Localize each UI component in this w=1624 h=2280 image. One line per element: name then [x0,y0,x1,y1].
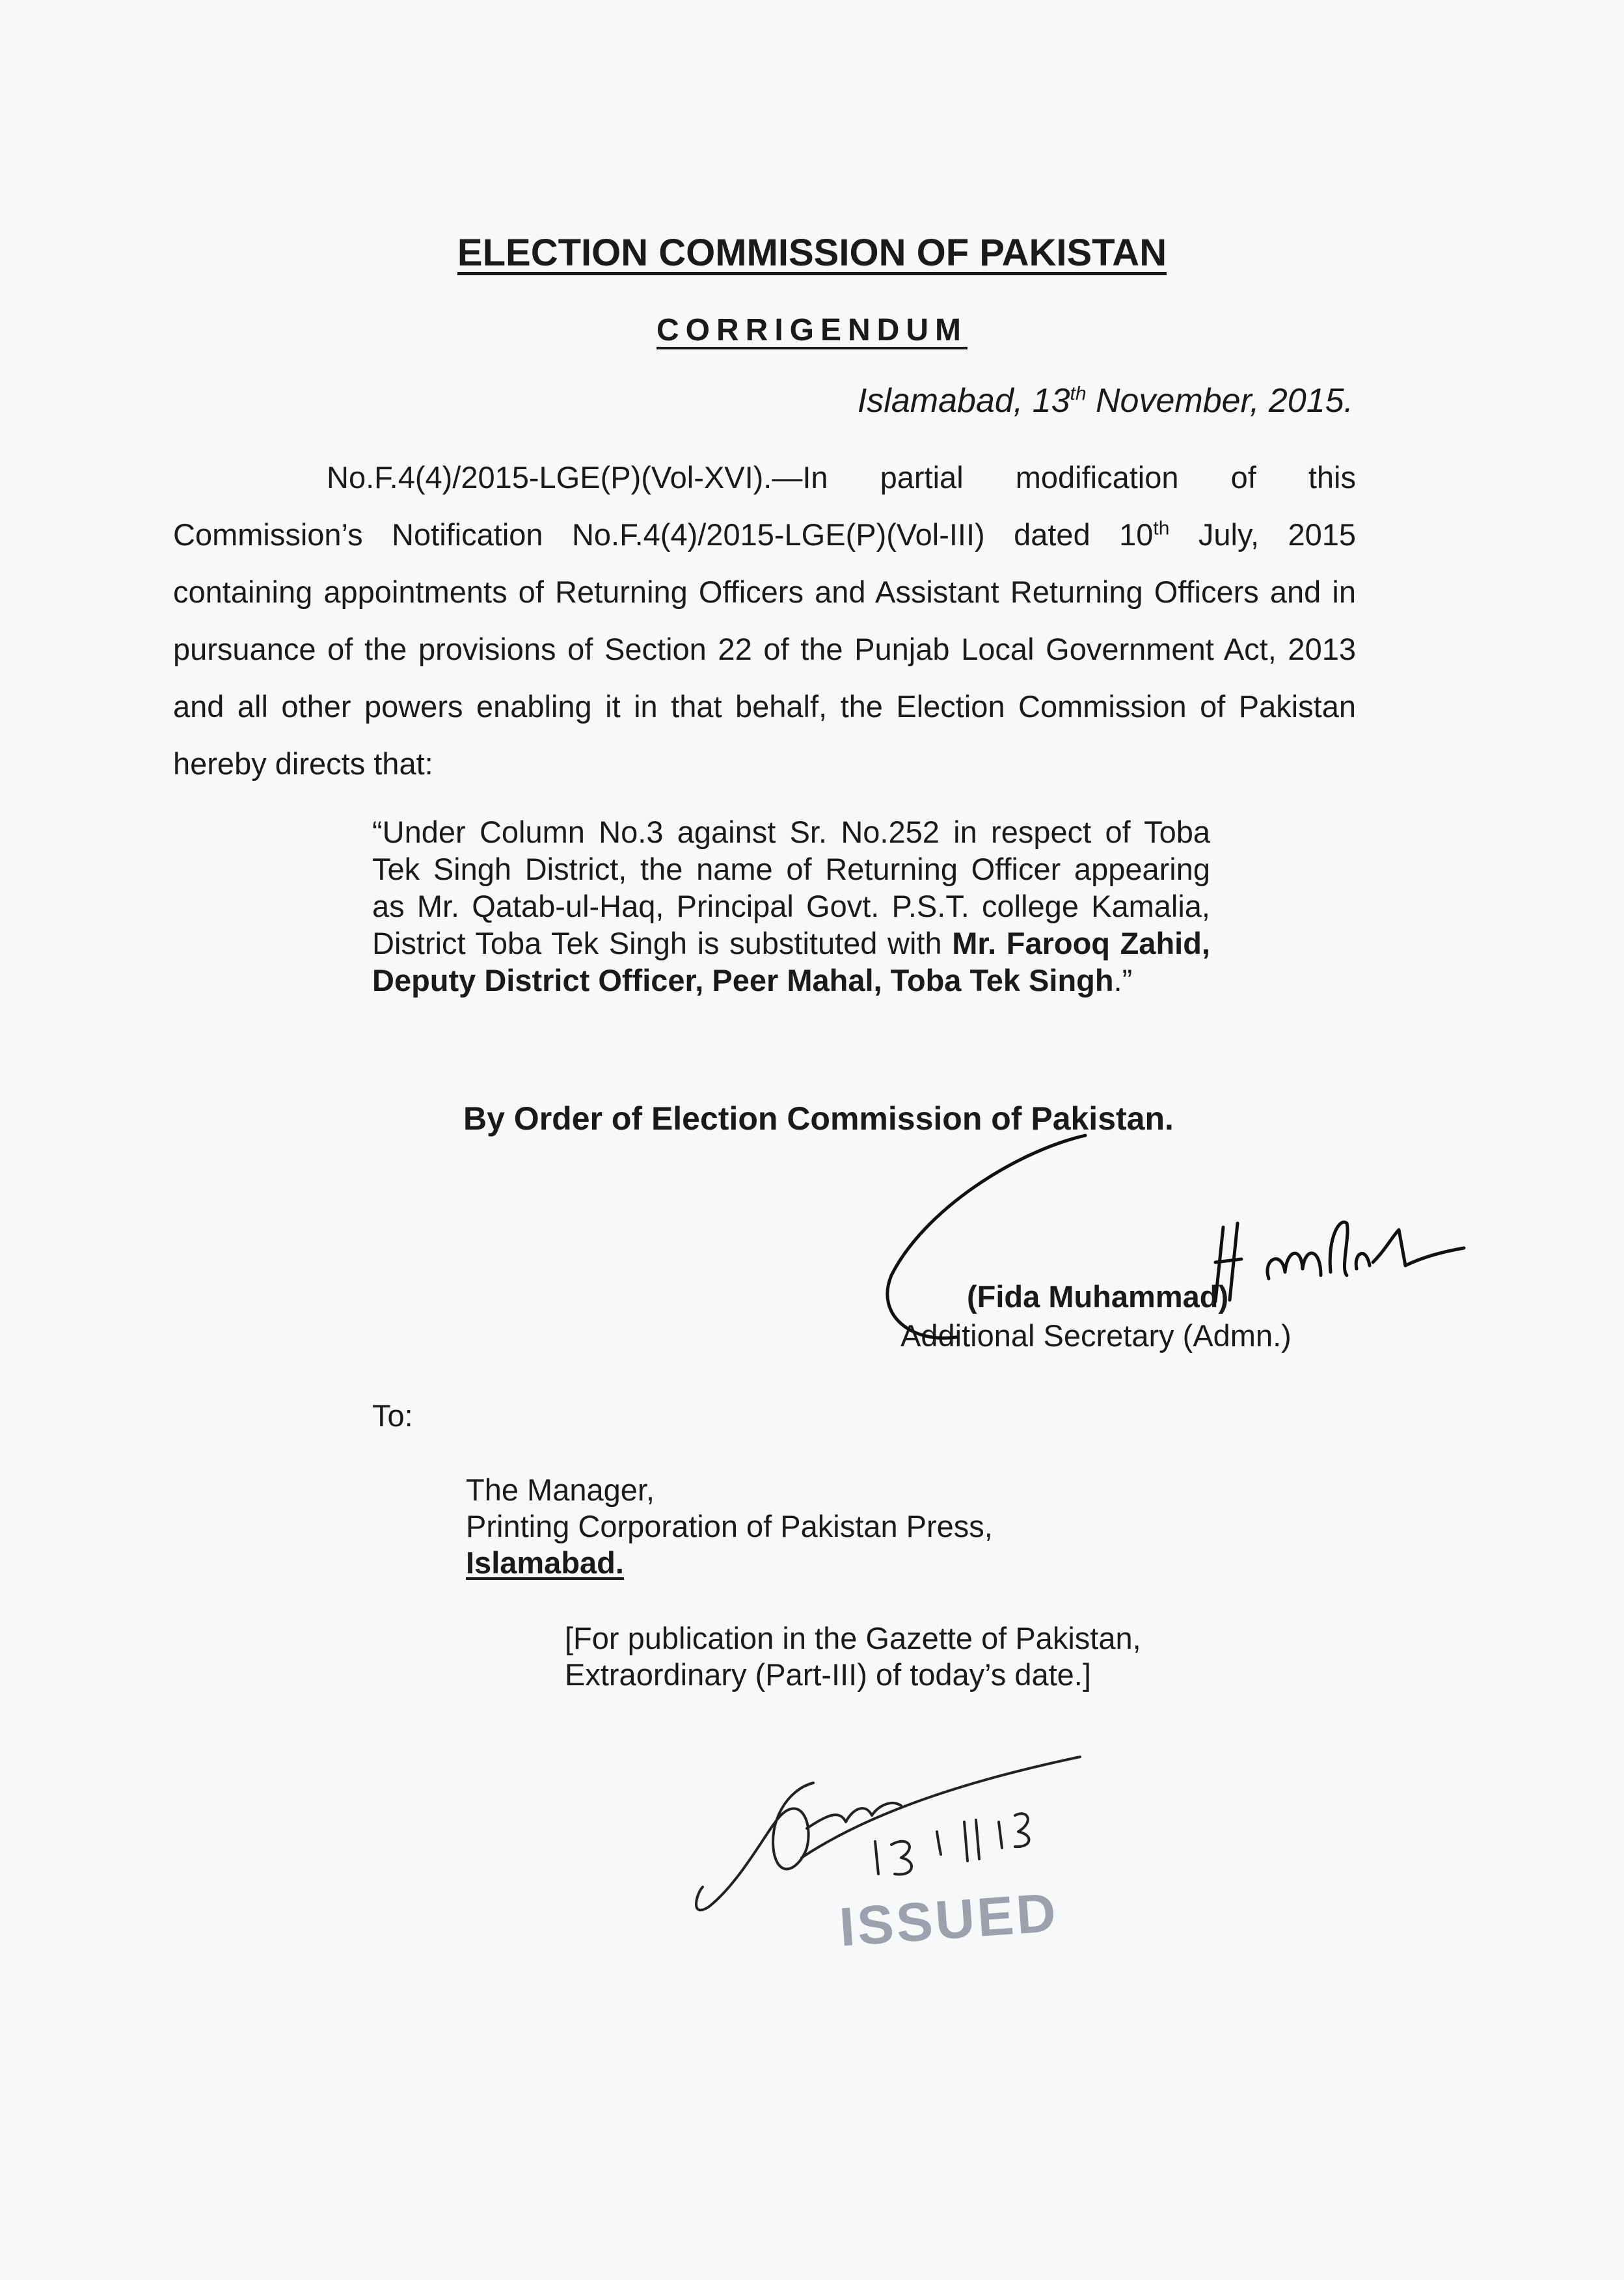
quote-end: .” [1113,963,1133,998]
issued-stamp: ISSUED [837,1881,1061,1958]
dateline-suffix: th [1070,383,1087,405]
dateline-rest: November, 2015. [1086,382,1353,420]
publication-note-line1: [For publication in the Gazette of Pakistan, [565,1621,1141,1655]
recipient-city: Islamabad. [466,1545,624,1580]
quote-text: “Under Column No.3 against Sr. No.252 in respect of Toba Tek Singh District, the name of Returning Officer appearing as Mr. Qatab-ul-Haq, Principal Govt. P.S.T. college Kamalia, District Toba Tek Singh is substituted with [372,815,1210,960]
body-text-part1: No.F.4(4)/2015-LGE(P)(Vol-XVI).—In partial modification of this Commission’s Notification No.F.4(4)/2015-LGE(P)(Vol-III) dated 10 [173,460,1356,552]
order-line: By Order of Election Commission of Pakistan. [463,1100,1174,1137]
document-title: ELECTION COMMISSION OF PAKISTAN [457,232,1167,274]
recipient-line2: Printing Corporation of Pakistan Press, [466,1509,993,1543]
body-sup: th [1153,517,1170,539]
publication-note-line2: Extraordinary (Part-III) of today’s date.] [565,1657,1091,1692]
signatory-designation: Additional Secretary (Admn.) [900,1318,1292,1353]
recipient-line1: The Manager, [466,1472,655,1507]
handwritten-initials-date [696,1757,1080,1910]
body-text-part2: July, 2015 containing appointments of Returning Officers and Assistant Returning Officers and in pursuance of the provisions of Section 22 of the Punjab Local Government Act, 2013 and all other powers enabling it in that behalf, the Election Commission of Pakistan hereby directs that: [173,517,1356,781]
quote-bold-name: Mr. Farooq Zahid, Deputy District Officer, Peer Mahal, Toba Tek Singh [372,926,1210,998]
dateline-place: Islamabad, 13 [857,382,1070,420]
signature-fida-muhammad [887,1135,1464,1338]
document-subtitle: CORRIGENDUM [656,313,968,347]
to-label: To: [372,1398,413,1433]
signatory-name: (Fida Muhammad) [967,1279,1229,1314]
